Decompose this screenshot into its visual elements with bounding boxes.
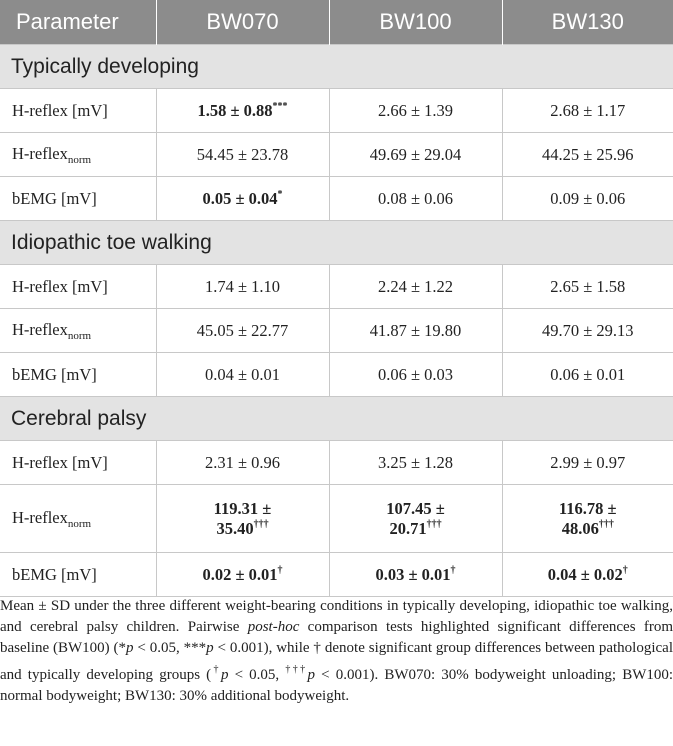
table-caption: Mean ± SD under the three different weight-bearing conditions in typically developing, idiopathic toe walking, and cerebral palsy children. Pairwise post-hoc comparison tests highlighted significant differences from baseline (BW100) (*p < 0.05, ***p < 0.001), while † denote significant group differences between pathological and typically developing groups (†p < 0.05, †††p < 0.001). BW070: 30% bodyweight unloading; BW100: normal bodyweight; BW130: 30% additional bodyweight. <box>0 598 673 704</box>
cell-value: 2.31 ± 0.96 <box>156 441 329 485</box>
cell-value: 107.45 ± 20.71††† <box>329 485 502 553</box>
cell-value: 1.58 ± 0.88*** <box>156 89 329 133</box>
cell-value: 49.69 ± 29.04 <box>329 133 502 177</box>
group-row-cerebral-palsy <box>0 397 673 441</box>
header-bw070: BW070 <box>156 0 329 45</box>
row-label: H-reflex$_{norm}$ <box>0 485 156 553</box>
cell-value: 1.74 ± 1.10 <box>156 265 329 309</box>
table-row <box>0 441 673 485</box>
cell-value: 0.04 ± 0.01 <box>156 353 329 397</box>
group-label: Idiopathic toe walking <box>0 221 673 265</box>
cell-value: 116.78 ± 48.06††† <box>502 485 673 553</box>
group-label: Typically developing <box>0 45 673 89</box>
row-label: bEMG [mV] <box>0 353 156 397</box>
row-label: H-reflex [mV] <box>0 265 156 309</box>
row-label: bEMG [mV] <box>0 553 156 597</box>
cell-value: 0.06 ± 0.01 <box>502 353 673 397</box>
group-row-idiopathic-toe-walking <box>0 221 673 265</box>
cell-value: 0.02 ± 0.01† <box>156 553 329 597</box>
header-row <box>0 0 673 45</box>
header-bw130: BW130 <box>502 0 673 45</box>
cell-value: 41.87 ± 19.80 <box>329 309 502 353</box>
row-label: H-reflex$_{norm}$ <box>0 133 156 177</box>
row-label: H-reflex [mV] <box>0 441 156 485</box>
cell-value: 45.05 ± 22.77 <box>156 309 329 353</box>
table-row <box>0 133 673 177</box>
table-row <box>0 89 673 133</box>
cell-value: 2.24 ± 1.22 <box>329 265 502 309</box>
cell-value: 0.05 ± 0.04* <box>156 177 329 221</box>
row-label: H-reflex$_{norm}$ <box>0 309 156 353</box>
cell-value: 2.66 ± 1.39 <box>329 89 502 133</box>
table-row <box>0 265 673 309</box>
cell-value: 49.70 ± 29.13 <box>502 309 673 353</box>
table-row <box>0 353 673 397</box>
table-row <box>0 177 673 221</box>
cell-value: 2.65 ± 1.58 <box>502 265 673 309</box>
row-label: bEMG [mV] <box>0 177 156 221</box>
table-row <box>0 309 673 353</box>
cell-value: 44.25 ± 25.96 <box>502 133 673 177</box>
cell-value: 2.68 ± 1.17 <box>502 89 673 133</box>
cell-value: 0.09 ± 0.06 <box>502 177 673 221</box>
table-row <box>0 485 673 553</box>
cell-value: 0.08 ± 0.06 <box>329 177 502 221</box>
cell-value: 0.06 ± 0.03 <box>329 353 502 397</box>
group-label: Cerebral palsy <box>0 397 673 441</box>
cell-value: 54.45 ± 23.78 <box>156 133 329 177</box>
header-parameter: Parameter <box>0 0 156 45</box>
header-bw100: BW100 <box>329 0 502 45</box>
cell-value: 0.03 ± 0.01† <box>329 553 502 597</box>
cell-value: 0.04 ± 0.02† <box>502 553 673 597</box>
cell-value: 119.31 ± 35.40††† <box>156 485 329 553</box>
cell-value: 2.99 ± 0.97 <box>502 441 673 485</box>
group-row-typically-developing <box>0 45 673 89</box>
cell-value: 3.25 ± 1.28 <box>329 441 502 485</box>
table-row <box>0 553 673 597</box>
row-label: H-reflex [mV] <box>0 89 156 133</box>
